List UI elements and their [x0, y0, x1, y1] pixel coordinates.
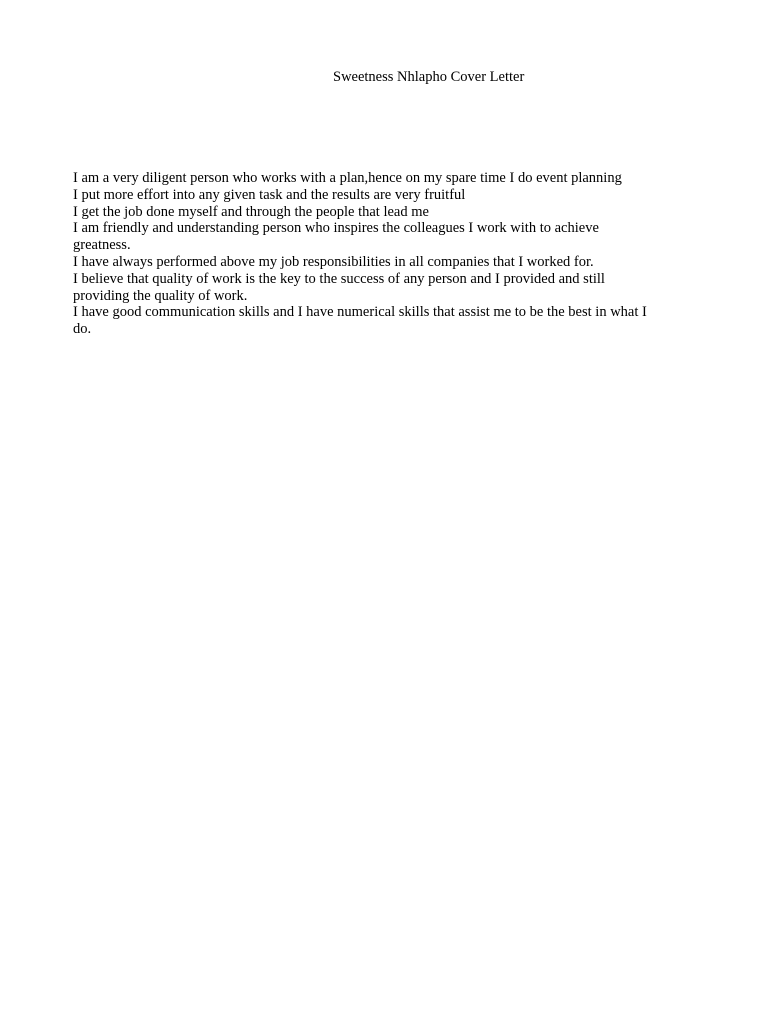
- body-line: I put more effort into any given task and the results are very fruitful: [73, 186, 466, 203]
- body-line: I get the job done myself and through the people that lead me: [73, 203, 429, 220]
- body-line: I have always performed above my job responsibilities in all companies that I worked for.: [73, 253, 594, 270]
- body-line: do.: [73, 321, 92, 338]
- body-line: I believe that quality of work is the key to the success of any person and I provided and still: [73, 270, 605, 287]
- body-line: I am friendly and understanding person who inspires the colleagues I work with to achieve: [73, 220, 599, 237]
- body-line: greatness.: [73, 237, 131, 254]
- cover-letter-body: [73, 170, 703, 338]
- body-line: providing the quality of work.: [73, 287, 248, 304]
- document-title: Sweetness Nhlapho Cover Letter: [333, 69, 525, 85]
- body-line: I have good communication skills and I have numerical skills that assist me to be the best in what I: [73, 304, 647, 321]
- body-line: I am a very diligent person who works with a plan,hence on my spare time I do event planning: [73, 170, 622, 186]
